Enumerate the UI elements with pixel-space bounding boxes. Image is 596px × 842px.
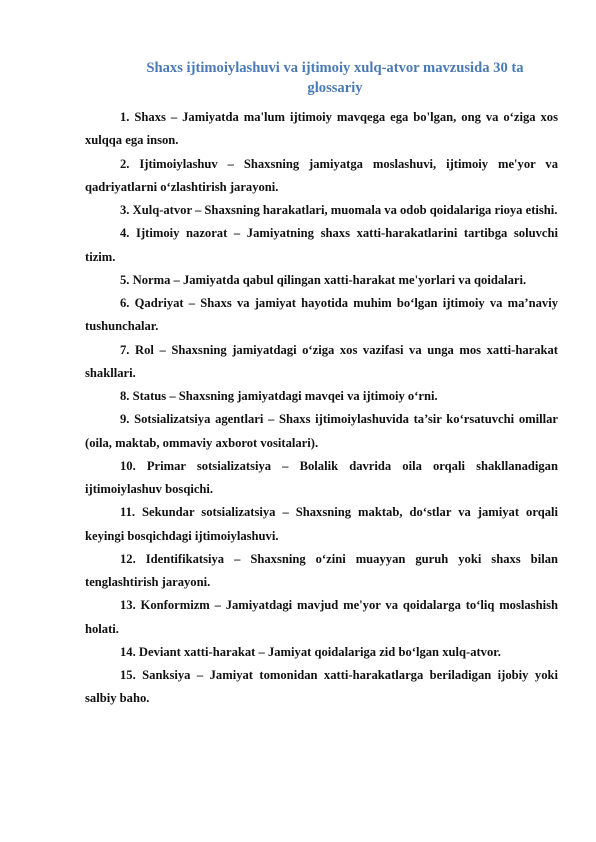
glossary-entry-4: 4. Ijtimoiy nazorat – Jamiyatning shaxs xatti-harakatlarini tartibga soluvchi tizim. <box>85 226 558 264</box>
glossary-entry-9: 9. Sotsializatsiya agentlari – Shaxs ijtimoiylashuvida ta’sir ko‘rsatuvchi omillar (oila, maktab, ommaviy axborot vositalari). <box>85 412 558 450</box>
glossary-entry-5: 5. Norma – Jamiyatda qabul qilingan xatti-harakat me'yorlari va qoidalari. <box>120 272 527 287</box>
glossary-entry-14: 14. Deviant xatti-harakat – Jamiyat qoidalariga zid bo‘lgan xulq-atvor. <box>120 644 501 659</box>
glossary-entry-15: 15. Sanksiya – Jamiyat tomonidan xatti-harakatlarga beriladigan ijobiy yoki salbiy baho. <box>85 668 558 706</box>
glossary-entry-11: 11. Sekundar sotsializatsiya – Shaxsning maktab, do‘stlar va jamiyat orqali keyingi bosqichdagi ijtimoiylashuvi. <box>85 505 558 543</box>
glossary-list <box>85 106 558 711</box>
glossary-entry-7: 7. Rol – Shaxsning jamiyatdagi o‘ziga xos vazifasi va unga mos xatti-harakat shakllari. <box>85 342 558 380</box>
document-title <box>100 58 570 98</box>
glossary-entry-13: 13. Konformizm – Jamiyatdagi mavjud me'yor va qoidalarga to‘liq moslashish holati. <box>85 598 558 636</box>
glossary-entry-2: 2. Ijtimoiylashuv – Shaxsning jamiyatga moslashuvi, ijtimoiy me'yor va qadriyatlarni o‘zlashtirish jarayoni. <box>85 156 558 194</box>
glossary-entry-1: 1. Shaxs – Jamiyatda ma'lum ijtimoiy mavqega ega bo'lgan, ong va o‘ziga xos xulqqa ega inson. <box>85 110 558 148</box>
glossary-entry-6: 6. Qadriyat – Shaxs va jamiyat hayotida muhim bo‘lgan ijtimoiy va ma’naviy tushunchalar. <box>85 296 558 334</box>
glossary-entry-10: 10. Primar sotsializatsiya – Bolalik davrida oila orqali shakllanadigan ijtimoiylashuv bosqichi. <box>85 458 558 496</box>
title-line-1: Shaxs ijtimoiylashuvi va ijtimoiy xulq-atvor mavzusida 30 ta <box>146 60 524 76</box>
glossary-entry-3: 3. Xulq-atvor – Shaxsning harakatlari, muomala va odob qoidalariga rioya etishi. <box>120 203 558 217</box>
glossary-entry-8: 8. Status – Shaxsning jamiyatdagi mavqei va ijtimoiy o‘rni. <box>120 389 438 403</box>
glossary-entry-12: 12. Identifikatsiya – Shaxsning o‘zini muayyan guruh yoki shaxs bilan tenglashtirish jarayoni. <box>85 551 558 589</box>
title-line-2: glossariy <box>307 80 363 96</box>
